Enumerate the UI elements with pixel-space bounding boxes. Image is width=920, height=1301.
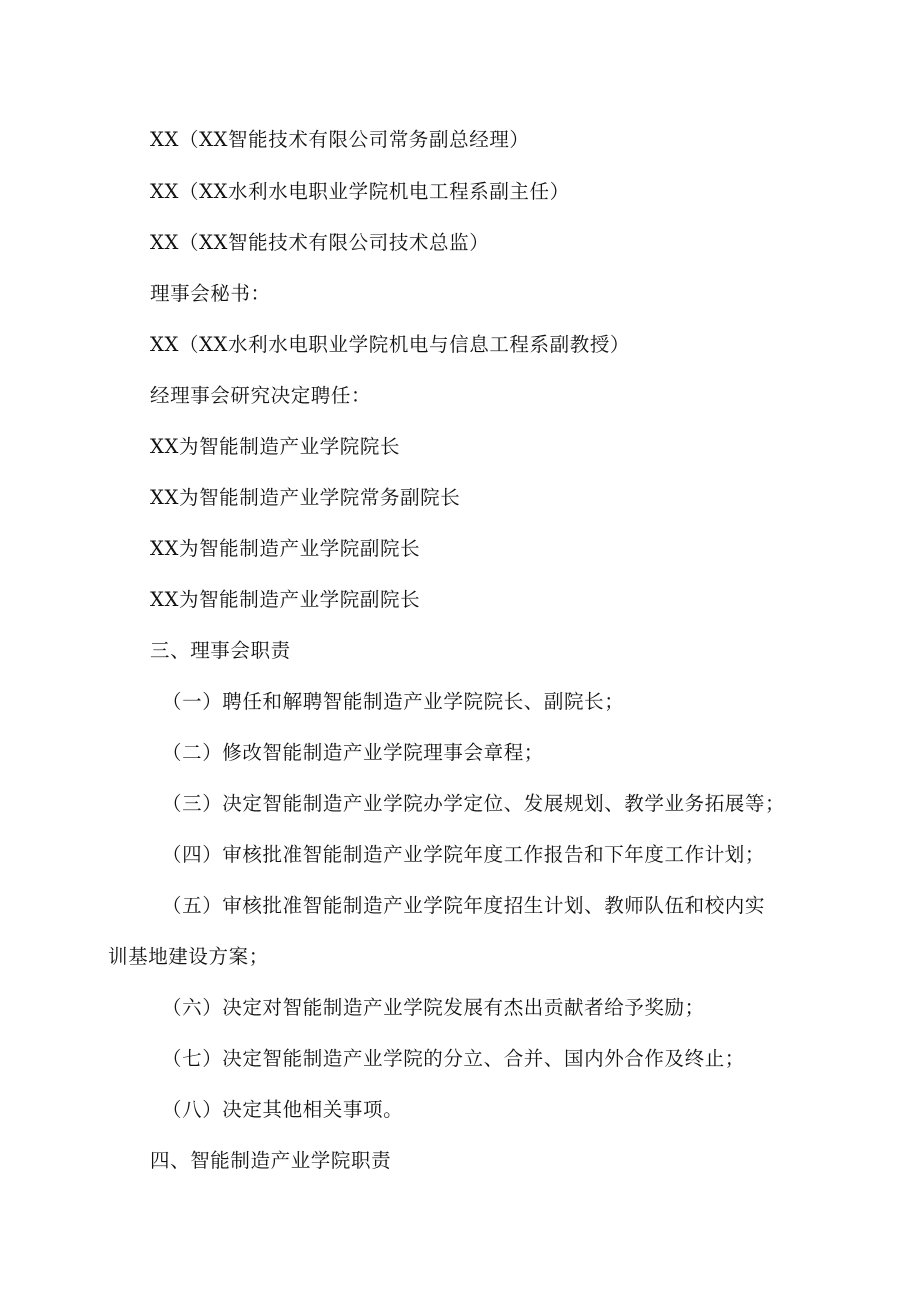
- duty-item-5: （五）审核批准智能制造产业学院年度招生计划、教师队伍和校内实: [162, 894, 766, 917]
- duty-item-6: （六）决定对智能制造产业学院发展有杰出贡献者给予奖励；: [162, 996, 705, 1019]
- duty-item-5-continued: 训基地建设方案；: [108, 945, 269, 968]
- member-line-3: XX（XX智能技术有限公司技术总监）: [150, 231, 490, 254]
- duty-item-2: （二）修改智能制造产业学院理事会章程；: [162, 741, 544, 764]
- duty-item-3: （三）决定智能制造产业学院办学定位、发展规划、教学业务拓展等；: [162, 792, 786, 815]
- member-line-1: XX（XX智能技术有限公司常务副总经理）: [150, 128, 530, 151]
- duty-item-4: （四）审核批准智能制造产业学院年度工作报告和下年度工作计划；: [162, 843, 766, 866]
- duty-item-8: （八）决定其他相关事项。: [162, 1098, 404, 1121]
- duty-item-7: （七）决定智能制造产业学院的分立、合并、国内外合作及终止；: [162, 1047, 745, 1070]
- section-heading-3: 三、理事会职责: [150, 639, 291, 662]
- appointment-line-4: XX为智能制造产业学院副院长: [150, 588, 421, 611]
- appointment-line-1: XX为智能制造产业学院院长: [150, 435, 401, 458]
- section-heading-4: 四、智能制造产业学院职责: [150, 1149, 392, 1172]
- appointment-heading: 经理事会研究决定聘任：: [150, 384, 372, 407]
- secretary-heading: 理事会秘书：: [150, 282, 271, 305]
- secretary-line: XX（XX水利水电职业学院机电与信息工程系副教授）: [150, 333, 631, 356]
- duty-item-1: （一）聘任和解聘智能制造产业学院院长、副院长；: [162, 690, 625, 713]
- member-line-2: XX（XX水利水电职业学院机电工程系副主任）: [150, 180, 570, 203]
- appointment-line-3: XX为智能制造产业学院副院长: [150, 537, 421, 560]
- appointment-line-2: XX为智能制造产业学院常务副院长: [150, 486, 461, 509]
